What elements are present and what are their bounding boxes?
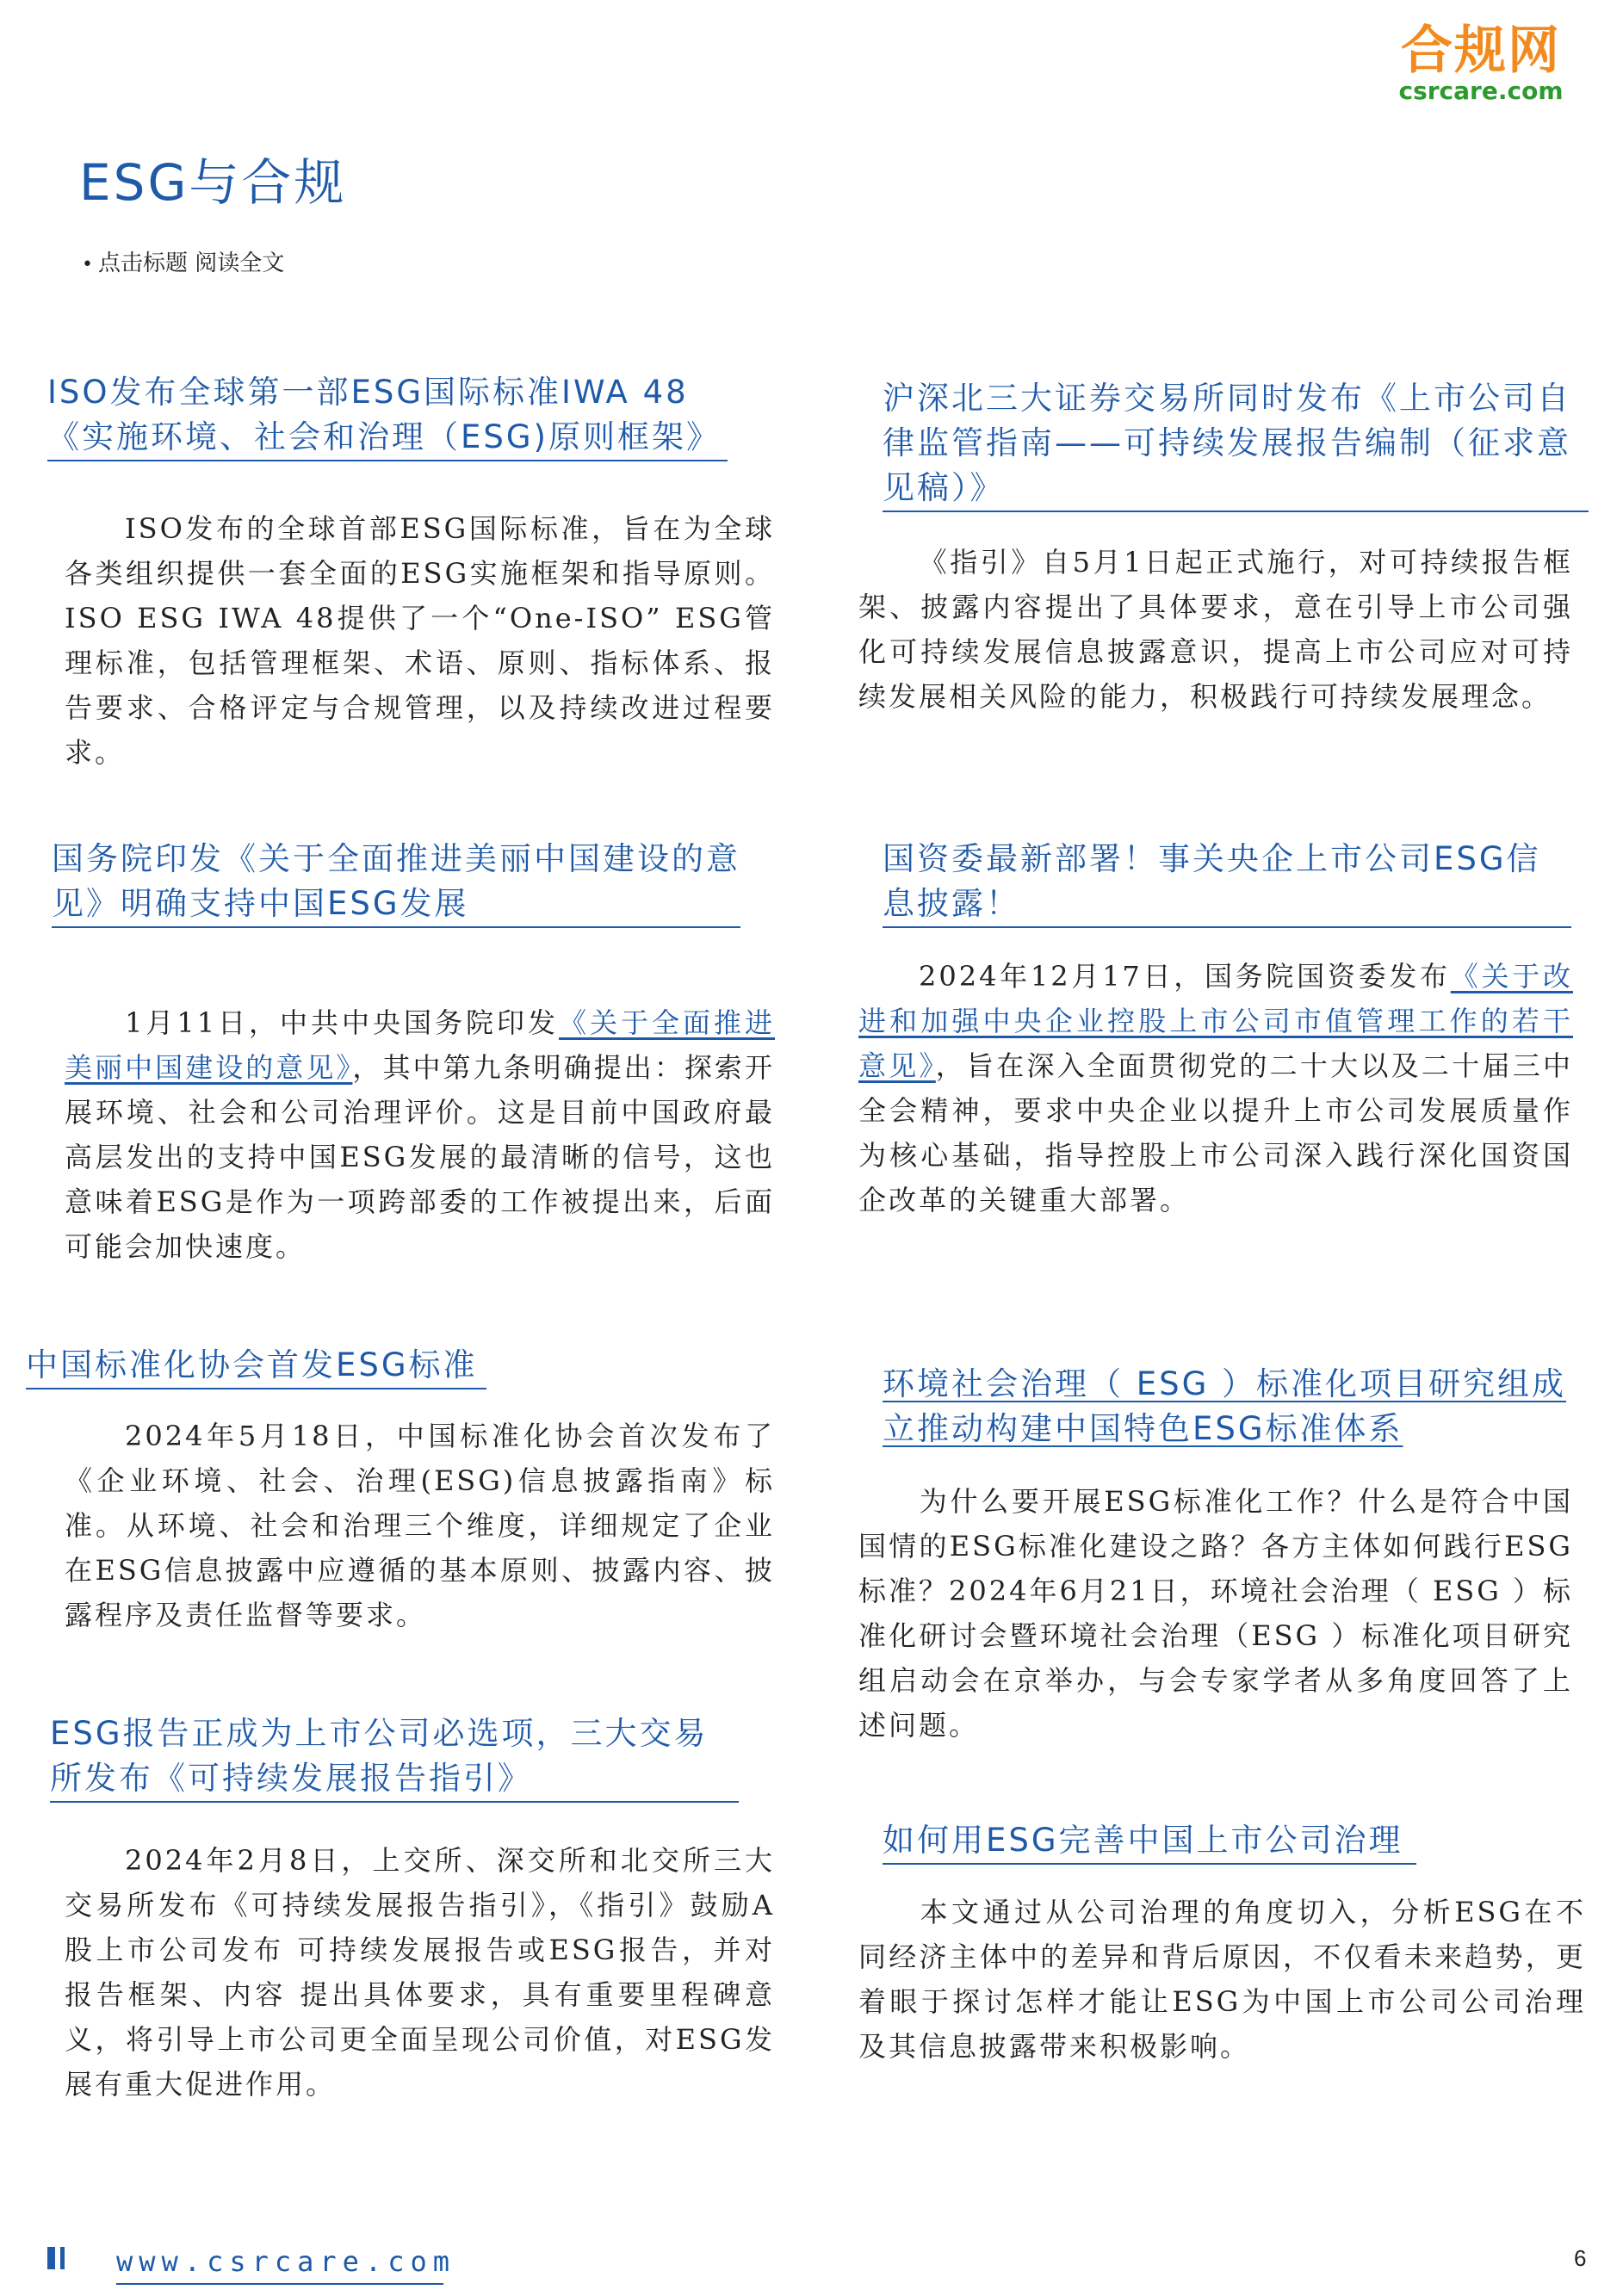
article-body-text: ，其中第九条明确提出：探索开展环境、社会和公司治理评价。这是目前中国政府最高层发出的支持中国ESG发展的最清晰的信号，这也意味着ESG是作为一项跨部委的工作被提出来，后面可能会加快速度。 bbox=[65, 1051, 775, 1263]
article-title-csa-esg-standard[interactable]: 中国标准化协会首发ESG标准 bbox=[26, 1343, 486, 1389]
article-body-text: ISO发布的全球首部ESG国际标准，旨在为全球各类组织提供一套全面的ESG实施框架和指导原则。ISO ESG IWA 48提供了一个“One-ISO” ESG管理标准，包括管理框架、术语、原则、指标体系、报告要求、合格评定与合规管理，以及持续改进过程要求。 bbox=[65, 512, 775, 769]
article-body-esg-report-required bbox=[65, 1838, 775, 2107]
article-body-sasac-esg bbox=[858, 954, 1573, 1222]
article-body-text: 1月11日，中共中央国务院印发 bbox=[125, 1006, 560, 1039]
opinion-link[interactable]: 《关于全面推进美丽中国建设的意见》 bbox=[65, 1006, 775, 1084]
article-body-text: 2024年12月17日，国务院国资委发布 bbox=[919, 960, 1451, 993]
article-body-text: 《指引》自5月1日起正式施行，对可持续报告框架、披露内容提出了具体要求，意在引导上市公司强化可持续发展信息披露意识，提高上市公司应对可持续发展相关风险的能力，积极践行可持续发展理念。 bbox=[858, 546, 1573, 713]
footer-bars-icon bbox=[47, 2247, 70, 2269]
article-body-text: 本文通过从公司治理的角度切入，分析ESG在不同经济主体中的差异和背后原因，不仅看未来趋势，更着眼于探讨怎样才能让ESG为中国上市公司公司治理及其信息披露带来积极影响。 bbox=[858, 1896, 1586, 2063]
article-body-beautiful-china bbox=[65, 1000, 775, 1269]
logo-english: csrcare.com bbox=[1398, 77, 1564, 105]
article-title-iso-iwa48[interactable]: ISO发布全球第一部ESG国际标准IWA 48《实施环境、社会和治理（ESG)原则框架》 bbox=[47, 370, 728, 461]
opinion-link[interactable]: 《关于改进和加强中央企业控股上市公司市值管理工作的若干意见》 bbox=[858, 960, 1573, 1082]
article-title-esg-governance[interactable]: 如何用ESG完善中国上市公司治理 bbox=[883, 1818, 1416, 1865]
article-title-beautiful-china[interactable]: 国务院印发《关于全面推进美丽中国建设的意见》明确支持中国ESG发展 bbox=[52, 837, 740, 928]
footer-url[interactable]: www.csrcare.com bbox=[116, 2245, 455, 2278]
article-body-esg-research-group bbox=[858, 1479, 1573, 1748]
read-hint bbox=[82, 245, 284, 277]
article-body-text: 2024年5月18日，中国标准化协会首次发布了《企业环境、社会、治理(ESG)信息披露指南》标准。从环境、社会和治理三个维度，详细规定了企业在ESG信息披露中应遵循的基本原则、披露内容、披露程序及责任监督等要求。 bbox=[65, 1420, 775, 1631]
article-body-text: 为什么要开展ESG标准化工作？什么是符合中国国情的ESG标准化建设之路？各方主体如何践行ESG标准？2024年6月21日，环境社会治理（ ESG ）标准化研讨会暨环境社会治理（ESG ）标准化项目研究组启动会在京举办，与会专家学者从多角度回答了上述问题。 bbox=[858, 1485, 1573, 1742]
article-title-esg-research-group[interactable]: 环境社会治理（ ESG ）标准化项目研究组成立推动构建中国特色ESG标准体系 bbox=[883, 1365, 1567, 1447]
hint-text: 点击标题 阅读全文 bbox=[97, 251, 285, 276]
logo-chinese: 合规网 bbox=[1401, 21, 1561, 81]
article-body-text: ，旨在深入全面贯彻党的二十大以及二十届三中全会精神，要求中央企业以提升上市公司发展质量作为核心基础，指导控股上市公司深入践行深化国资国企改革的关键重大部署。 bbox=[858, 1049, 1573, 1216]
page-title: ESG与合规 bbox=[79, 153, 347, 212]
article-title-sasac-esg[interactable]: 国资委最新部署！事关央企上市公司ESG信息披露！ bbox=[883, 837, 1571, 928]
article-body-esg-governance bbox=[858, 1890, 1586, 2069]
page-number: 6 bbox=[1574, 2245, 1587, 2271]
bullet-icon: • bbox=[82, 254, 93, 275]
article-body-exchange-guideline bbox=[858, 540, 1573, 719]
footer-divider bbox=[116, 2283, 443, 2285]
article-body-csa-esg-standard bbox=[65, 1414, 775, 1637]
article-body-text: 2024年2月8日，上交所、深交所和北交所三大交易所发布《可持续发展报告指引》，《指引》鼓励A股上市公司发布 可持续发展报告或ESG报告，并对报告框架、内容 提出具体要求，具有重要里程碑意义，将引导上市公司更全面呈现公司价值，对ESG发展有重大促进作用。 bbox=[65, 1844, 775, 2101]
article-title-exchange-guideline[interactable]: 沪深北三大证券交易所同时发布《上市公司自律监管指南——可持续发展报告编制（征求意见稿）》 bbox=[883, 376, 1589, 512]
article-body-iso-iwa48 bbox=[65, 506, 775, 775]
article-title-esg-report-required[interactable]: ESG报告正成为上市公司必选项，三大交易所发布《可持续发展报告指引》 bbox=[50, 1711, 739, 1803]
csrcare-logo[interactable] bbox=[1378, 21, 1584, 105]
